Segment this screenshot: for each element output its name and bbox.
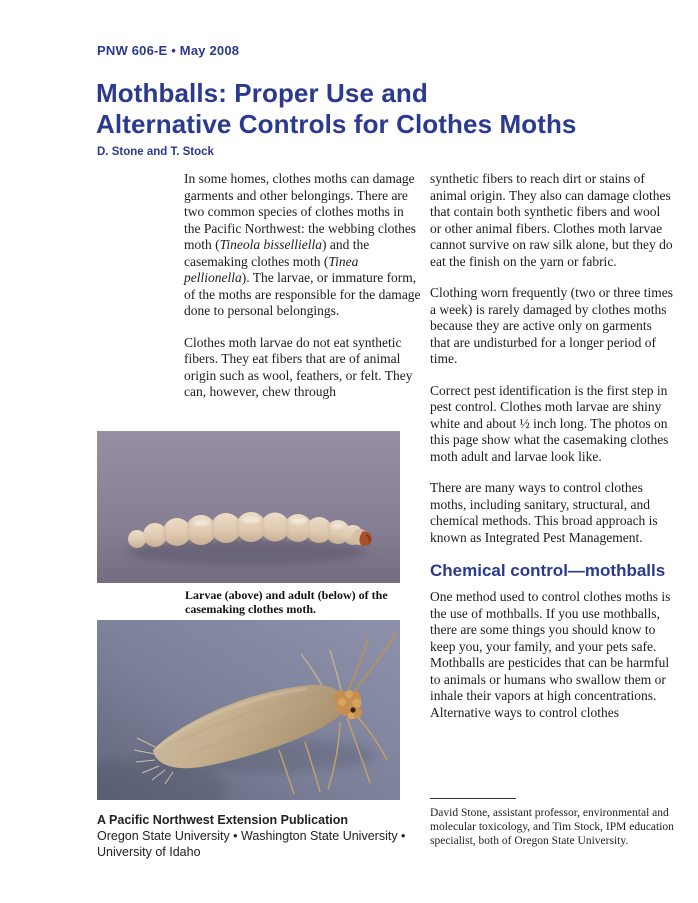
larva-photo bbox=[97, 431, 400, 583]
publication-footer bbox=[97, 812, 427, 860]
page-title bbox=[96, 78, 577, 140]
larva-photo-image bbox=[97, 431, 400, 583]
publication-number: PNW 606-E • May 2008 bbox=[97, 43, 240, 58]
page-title-line1: Mothballs: Proper Use and bbox=[96, 78, 428, 108]
right-text-column bbox=[430, 171, 674, 736]
universities-line1: Oregon State University • Washington State University • bbox=[97, 829, 406, 843]
right-paragraph-5: One method used to control clothes moths is the use of mothballs. If you use mothballs, there are some things you should know to keep you, your family, and your pets safe. Mothballs are pesticides that can be harmful to animals or humans who swallow them or inhale their vapors at high concentrations. Alternative ways to control clothes bbox=[430, 589, 671, 720]
moth-photo bbox=[97, 620, 400, 800]
figure-caption: Larvae (above) and adult (below) of the casemaking clothes moth. bbox=[185, 588, 388, 616]
author-footnote: David Stone, assistant professor, environmental and molecular toxicology, and Tim Stock, IPM education specialist, both of Oregon State University. bbox=[430, 807, 674, 847]
moth-photo-image bbox=[97, 620, 400, 800]
right-paragraph-3: Correct pest identification is the first step in pest control. Clothes moth larvae are shiny white and about ½ inch long. The photos on this page show what the casemaking clothes moth adult and larvae look like. bbox=[430, 382, 669, 464]
scientific-name: Tineola bisselliella bbox=[219, 237, 323, 252]
authors-byline: D. Stone and T. Stock bbox=[97, 146, 214, 158]
section-heading-chemical-control: Chemical control—mothballs bbox=[430, 561, 666, 580]
scientific-name: Tinea pellionella bbox=[184, 253, 359, 285]
footnote-divider bbox=[430, 798, 516, 799]
universities-line2: University of Idaho bbox=[97, 845, 201, 859]
right-paragraph-1: synthetic fibers to reach dirt or stains of animal origin. They also can damage clothes that contain both synthetic fibers and wool or other animal fibers. Clothes moth larvae cannot survive on raw silk alone, but they do eat the finish on the yarn or fabric. bbox=[430, 171, 673, 269]
left-paragraph-1 bbox=[184, 171, 423, 320]
page-title-line2: Alternative Controls for Clothes Moths bbox=[96, 109, 577, 139]
left-text-column bbox=[184, 171, 423, 416]
right-paragraph-4: There are many ways to control clothes moths, including sanitary, structural, and chemical methods. This broad approach is known as Integrated Pest Management. bbox=[430, 480, 658, 545]
body-text: ) and the casemaking clothes moth ( bbox=[184, 237, 370, 269]
body-text: ). The larvae, or immature form, of the moths are responsible for the damage done to personal belongings. bbox=[184, 270, 421, 318]
body-text: In some homes, clothes moths can damage garments and other belongings. There are two common species of clothes moths in the Pacific Northwest: the webbing clothes moth ( bbox=[184, 171, 417, 252]
publication-name: A Pacific Northwest Extension Publication bbox=[97, 813, 348, 827]
left-paragraph-2: Clothes moth larvae do not eat synthetic fibers. They eat fibers that are of animal origin such as wool, feathers, or felt. They can, however, chew through bbox=[184, 334, 413, 399]
right-paragraph-2: Clothing worn frequently (two or three times a week) is rarely damaged by clothes moths because they are active only on garments that are undisturbed for a longer period of time. bbox=[430, 285, 673, 366]
